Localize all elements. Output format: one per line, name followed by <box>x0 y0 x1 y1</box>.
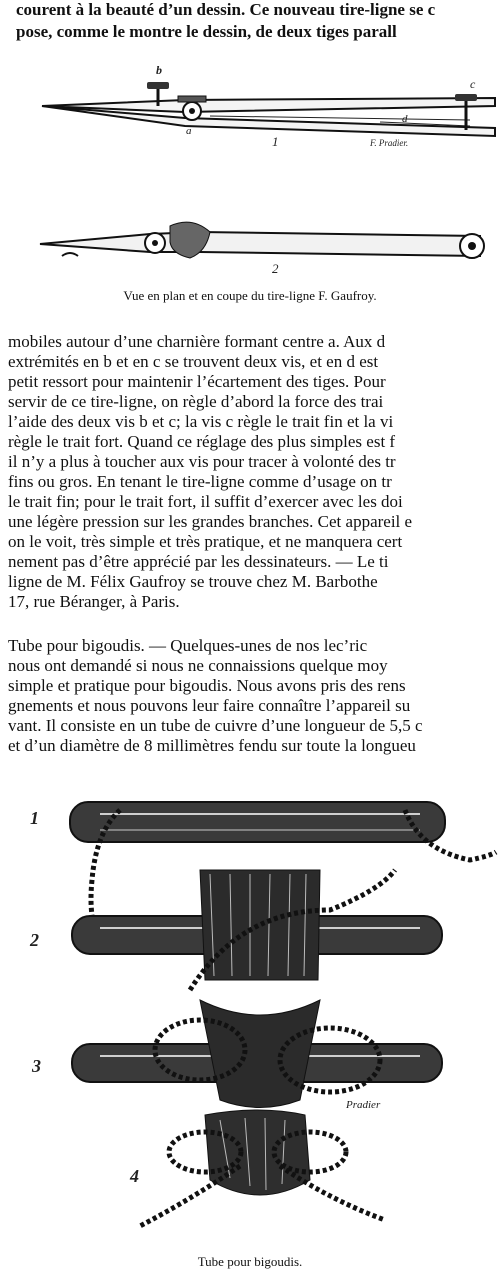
label-fig-1: 1 <box>30 808 39 828</box>
tire-ligne-figure <box>0 56 500 286</box>
text-line: petit ressort pour maintenir l’écartement des tiges. Pour <box>8 372 386 391</box>
tire-ligne-section-view <box>40 222 484 276</box>
text-line: extrémités en b et en c se trouvent deux vis, et en d est <box>8 352 379 371</box>
label-fig-2: 2 <box>30 930 39 950</box>
text-line: mobiles autour d’une charnière formant centre a. Aux d <box>8 332 386 351</box>
label-2: 2 <box>272 261 279 276</box>
text-line: courent à la beauté d’un dessin. Ce nouveau tire-ligne se c <box>16 0 436 19</box>
text-line: vant. Il consiste en un tube de cuivre d’une longueur de 5,5 c <box>8 716 423 735</box>
text-line: le trait fin; pour le trait fort, il suffit d’exercer avec les doi <box>8 492 403 511</box>
label-d: d <box>402 113 408 125</box>
finished-curl-with-bow <box>129 1110 385 1226</box>
label-fig-4: 4 <box>130 1166 139 1186</box>
figure-caption: Tube pour bigoudis. <box>197 1254 303 1269</box>
tube-with-knotted-hair <box>31 1000 442 1111</box>
text-line: simple et pratique pour bigoudis. Nous avons pris des rens <box>8 676 406 695</box>
text-line: gnements et nous pouvons leur faire connaître l’appareil su <box>8 696 411 715</box>
text-line: pose, comme le montre le dessin, de deux tiges parall <box>16 22 397 41</box>
label-1: 1 <box>272 134 279 149</box>
text-line: ligne de M. Félix Gaufroy se trouve chez M. Barbothe <box>8 572 378 591</box>
label-c: c <box>470 77 476 91</box>
text-line: une légère pression sur les grandes branches. Cet appareil e <box>8 512 413 531</box>
text-line: nous ont demandé si nous ne connaissions quelque moy <box>8 656 388 675</box>
text-line: il n’y a plus à toucher aux vis pour tracer à volonté des tr <box>8 452 396 471</box>
text-line: on le voit, très simple et très pratique, et ne manquera cert <box>8 532 403 551</box>
bigoudis-figure <box>0 770 500 1240</box>
text-line: servir de ce tire-ligne, on règle d’abord la force des trai <box>8 392 384 411</box>
text-line: et d’un diamètre de 8 millimètres fendu sur toute la longueu <box>8 736 416 755</box>
label-b: b <box>156 63 162 77</box>
text-line: nement pas d’être apprécié par les dessinateurs. — Le ti <box>8 552 389 571</box>
figure-caption: Vue en plan et en coupe du tire-ligne F. Gaufroy. <box>123 288 377 303</box>
engraver-signature: F. Pradier. <box>370 138 409 148</box>
tire-ligne-plan-view <box>42 63 495 149</box>
label-a: a <box>186 125 192 137</box>
text-line: l’aide des deux vis b et c; la vis c règle le trait fin et la vi <box>8 412 394 431</box>
text-line: règle le trait fort. Quand ce réglage des plus simples est f <box>8 432 396 451</box>
text-line: 17, rue Béranger, à Paris. <box>8 592 180 611</box>
text-line: Tube pour bigoudis. — Quelques-unes de nos lec’ric <box>8 636 368 655</box>
engraver-signature-2: Pradier <box>346 1099 381 1111</box>
label-fig-3: 3 <box>32 1056 41 1076</box>
text-line: fins ou gros. En tenant le tire-ligne comme d’usage on tr <box>8 472 392 491</box>
